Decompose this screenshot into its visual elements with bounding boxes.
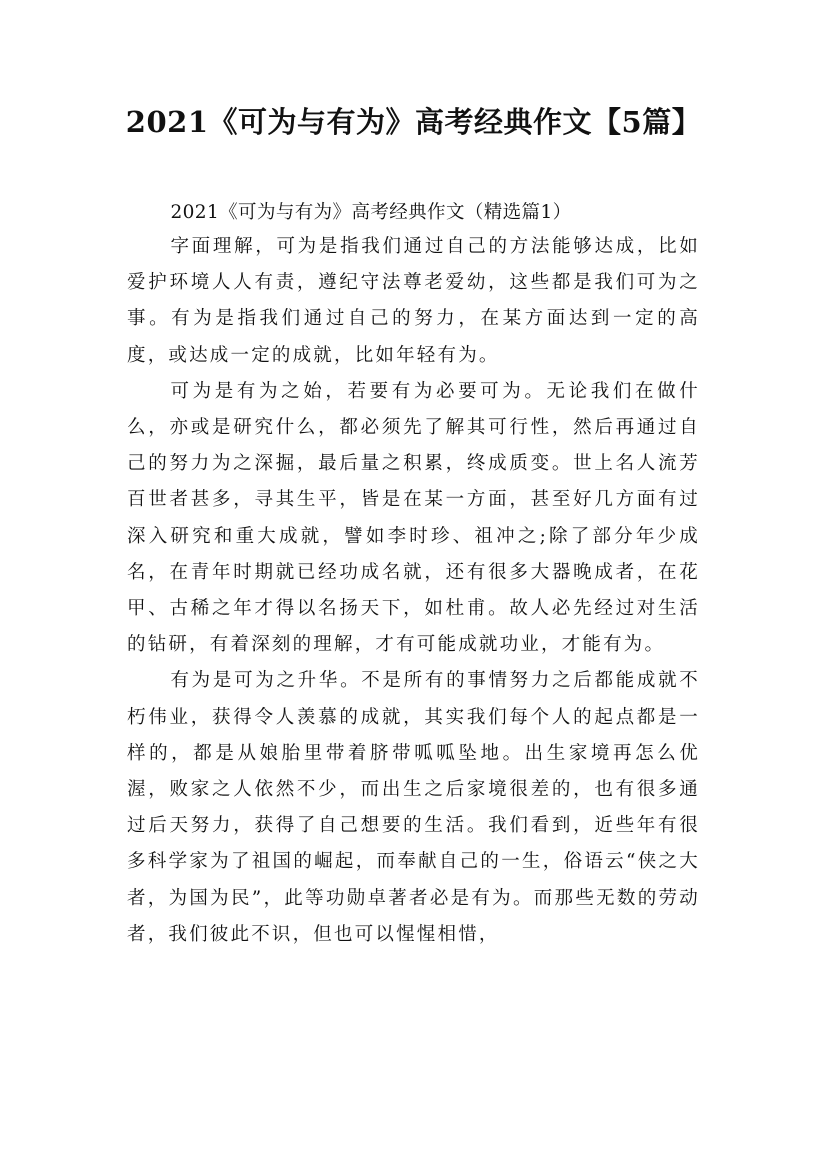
document-title: 2021《可为与有为》高考经典作文【5篇】: [125, 105, 702, 139]
section-subtitle: 2021《可为与有为》高考经典作文（精选篇1）: [170, 202, 572, 223]
paragraph-2: 可为是有为之始，若要有为必要可为。无论我们在做什么，亦或是研究什么，都必须先了解其可行性，然后再通过自己的努力为之深掘，最后量之积累，终成质变。世上名人流芳百世者甚多，寻其生平，皆是在某一方面，甚至好几方面有过深入研究和重大成就，譬如李时珍、祖冲之;除了部分年少成名，在青年时期就已经功成名就，还有很多大器晚成者，在花甲、古稀之年才得以名扬天下，如杜甫。故人必先经过对生活的钻研，有着深刻的理解，才有可能成就功业，才能有为。: [127, 380, 700, 656]
document-body: [127, 196, 700, 953]
paragraph-1: 字面理解，可为是指我们通过自己的方法能够达成，比如爱护环境人人有责，遵纪守法尊老爱幼，这些都是我们可为之事。有为是指我们通过自己的努力，在某方面达到一定的高度，或达成一定的成就，比如年轻有为。: [127, 236, 700, 366]
paragraph-3: 有为是可为之升华。不是所有的事情努力之后都能成就不朽伟业，获得令人羡慕的成就，其实我们每个人的起点都是一样的，都是从娘胎里带着脐带呱呱坠地。出生家境再怎么优渥，败家之人依然不少，而出生之后家境很差的，也有很多通过后天努力，获得了自己想要的生活。我们看到，近些年有很多科学家为了祖国的崛起，而奉献自己的一生，俗语云“侠之大者，为国为民”，此等功勋卓著者必是有为。而那些无数的劳动者，我们彼此不识，但也可以惺惺相惜，: [127, 670, 700, 945]
